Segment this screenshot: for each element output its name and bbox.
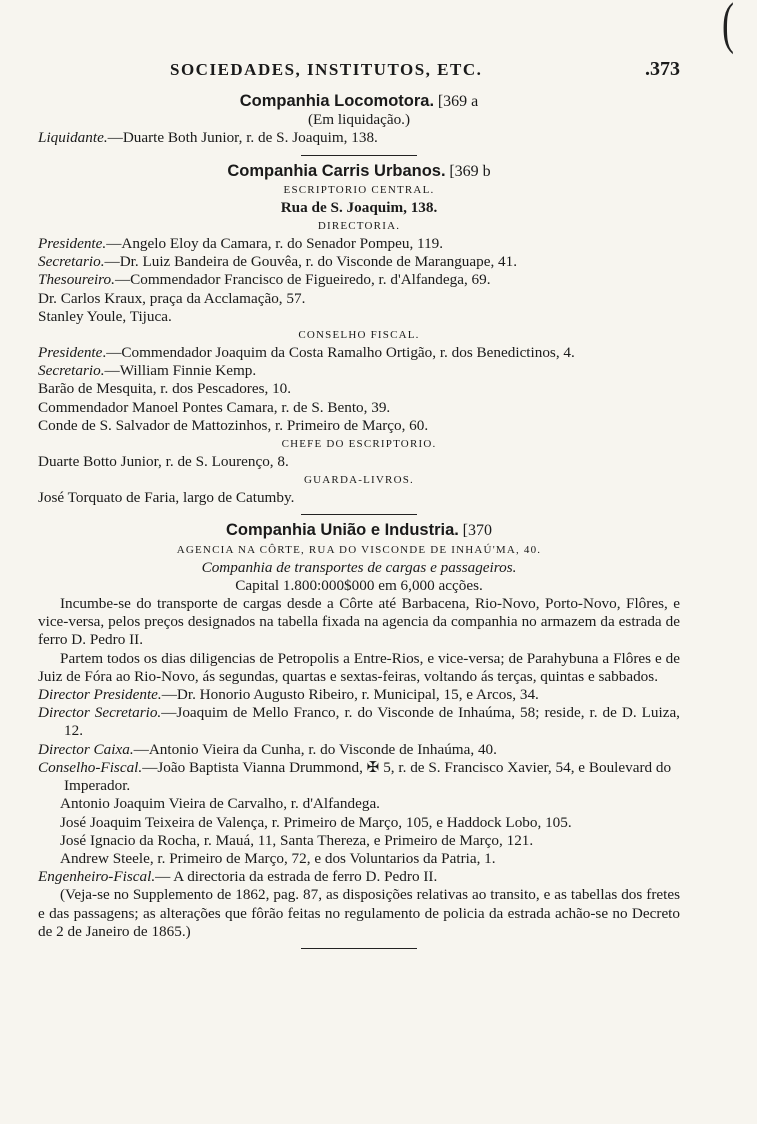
section-divider [301, 155, 417, 156]
entry-text: .—Commendador Joaquim da Costa Ramalho Ortigão, r. dos Benedictinos, 4. [102, 344, 575, 362]
entry-director-secretario [38, 704, 680, 740]
entry-text: —Antonio Vieira da Cunha, r. do Visconde de Inhaúma, 40. [133, 740, 497, 758]
entry-conselho-fiscal [38, 759, 680, 795]
agency-line: AGENCIA NA CÔRTE, RUA DO VISCONDE DE INHAÚ'MA, 40. [176, 543, 542, 556]
role-label: Secretario. [38, 362, 105, 380]
entry-text: —Angelo Eloy da Camara, r. do Senador Pompeu, 119. [106, 235, 444, 253]
paragraph-transport: Incumbe-se do transporte de cargas desde a Côrte até Barbacena, Rio-Novo, Porto-Novo, Flôres, e vice-versa, pelos preços designados na tabella fixada na agencia da companhia no armazem da estrada de ferro D. Pedro II. [38, 595, 680, 649]
entry-liquidante [38, 129, 680, 147]
entry-secretario [38, 253, 680, 271]
chefe-heading: CHEFE DO ESCRIPTORIO. [281, 438, 437, 451]
role-label: Secretario. [38, 253, 105, 271]
entry-member: Stanley Youle, Tijuca. [38, 307, 172, 325]
tagline: Companhia de transportes de cargas e passageiros. [201, 558, 517, 576]
page-content [38, 92, 680, 955]
office-address: Rua de S. Joaquim, 138. [280, 198, 438, 216]
section-uniao-heading [38, 521, 680, 540]
entry-text: —Joaquim de Mello Franco, r. do Visconde de Inhaúma, 58; reside, r. de D. Luiza, 12. [64, 704, 680, 740]
role-label: Presidente. [38, 235, 107, 253]
section-title: Companhia Locomotora. [239, 92, 435, 110]
section-ref: [370 [462, 522, 492, 540]
entry-director-presidente [38, 686, 680, 704]
office-heading: ESCRIPTORIO CENTRAL. [283, 183, 435, 196]
entry-text: —Dr. Luiz Bandeira de Gouvêa, r. do Visconde de Maranguape, 41. [104, 253, 518, 271]
entry-thesoureiro [38, 271, 680, 289]
entry-member: Andrew Steele, r. Primeiro de Março, 72, e dos Voluntarios da Patria, 1. [60, 849, 496, 867]
paragraph-schedule: Partem todos os dias diligencias de Petropolis a Entre-Rios, e vice-versa; de Parahybuna a Flôres e de Juiz de Fóra ao Rio-Novo, ás segundas, quartas e sextas-feiras, voltando ás terças, quintas e sabbados. [38, 649, 680, 685]
entry-guarda: José Torquato de Faria, largo de Catumby. [38, 489, 295, 507]
header-title: SOCIEDADES, INSTITUTOS, ETC. [170, 60, 483, 79]
entry-text: —Commendador Francisco de Figueiredo, r. d'Alfandega, 69. [114, 271, 491, 289]
entry-member: José Joaquim Teixeira de Valença, r. Primeiro de Março, 105, e Haddock Lobo, 105. [60, 813, 572, 831]
guarda-heading: GUARDA-LIVROS. [304, 474, 414, 487]
section-locomotora-heading [38, 92, 680, 111]
running-header [170, 60, 680, 84]
entry-chefe: Duarte Botto Junior, r. de S. Lourenço, 8. [38, 453, 289, 471]
entry-conselho-presidente [38, 344, 680, 362]
role-label: Liquidante. [38, 129, 108, 147]
role-label: Director Caixa. [38, 740, 134, 758]
paragraph-note: (Veja-se no Supplemento de 1862, pag. 87, as disposições relativas ao transito, e as tabellas dos fretes e das passagens; as alterações que fôrão feitas no regulamento de policia da estrada achão-se no Decreto de 2 de Janeiro de 1865.) [38, 886, 680, 940]
entry-member: Antonio Joaquim Vieira de Carvalho, r. d'Alfandega. [60, 795, 380, 813]
margin-mark: ( [722, 0, 734, 55]
entry-member: Barão de Mesquita, r. dos Pescadores, 10. [38, 380, 292, 398]
entry-member: José Ignacio da Rocha, r. Mauá, 11, Santa Thereza, e Primeiro de Março, 121. [60, 831, 534, 849]
entry-text: —Duarte Both Junior, r. de S. Joaquim, 138. [107, 129, 378, 147]
role-label: Director Presidente. [38, 686, 162, 704]
section-divider [301, 514, 417, 515]
entry-conselho-secretario [38, 362, 680, 380]
section-ref: [369 b [449, 162, 491, 180]
role-label: Engenheiro-Fiscal. [38, 868, 156, 886]
entry-presidente [38, 235, 680, 253]
page-number: .373 [645, 58, 680, 80]
section-ref: [369 a [437, 93, 479, 110]
section-title: Companhia Carris Urbanos. [227, 161, 446, 180]
section-title: Companhia União e Industria. [226, 521, 459, 540]
role-label: Director Secretario. [38, 704, 162, 722]
entry-member: Conde de S. Salvador de Mattozinhos, r. Primeiro de Março, 60. [38, 416, 429, 434]
entry-text: — A directoria da estrada de ferro D. Pedro II. [155, 868, 438, 886]
entry-director-caixa [38, 741, 680, 759]
role-label: Presidente [38, 344, 103, 362]
role-label: Thesoureiro. [38, 271, 115, 289]
section-divider [301, 948, 417, 949]
entry-member: Dr. Carlos Kraux, praça da Acclamação, 57. [38, 289, 306, 307]
entry-text: —Dr. Honorio Augusto Ribeiro, r. Municipal, 15, e Arcos, 34. [161, 686, 539, 704]
section-carris-heading [38, 162, 680, 181]
entry-engenheiro-fiscal [38, 868, 680, 886]
capital-line: Capital 1.800:000$000 em 6,000 acções. [235, 576, 483, 594]
section-subtitle: (Em liquidação.) [307, 111, 411, 129]
directoria-heading: DIRECTORIA. [317, 220, 401, 233]
entry-member: Commendador Manoel Pontes Camara, r. de S. Bento, 39. [38, 398, 391, 416]
entry-text: —William Finnie Kemp. [104, 362, 257, 380]
conselho-heading: CONSELHO FISCAL. [298, 329, 420, 342]
role-label: Conselho-Fiscal. [38, 758, 143, 776]
entry-text: —João Baptista Vianna Drummond, ✠ 5, r. de S. Francisco Xavier, 54, e Boulevard do Imperador. [64, 758, 672, 795]
